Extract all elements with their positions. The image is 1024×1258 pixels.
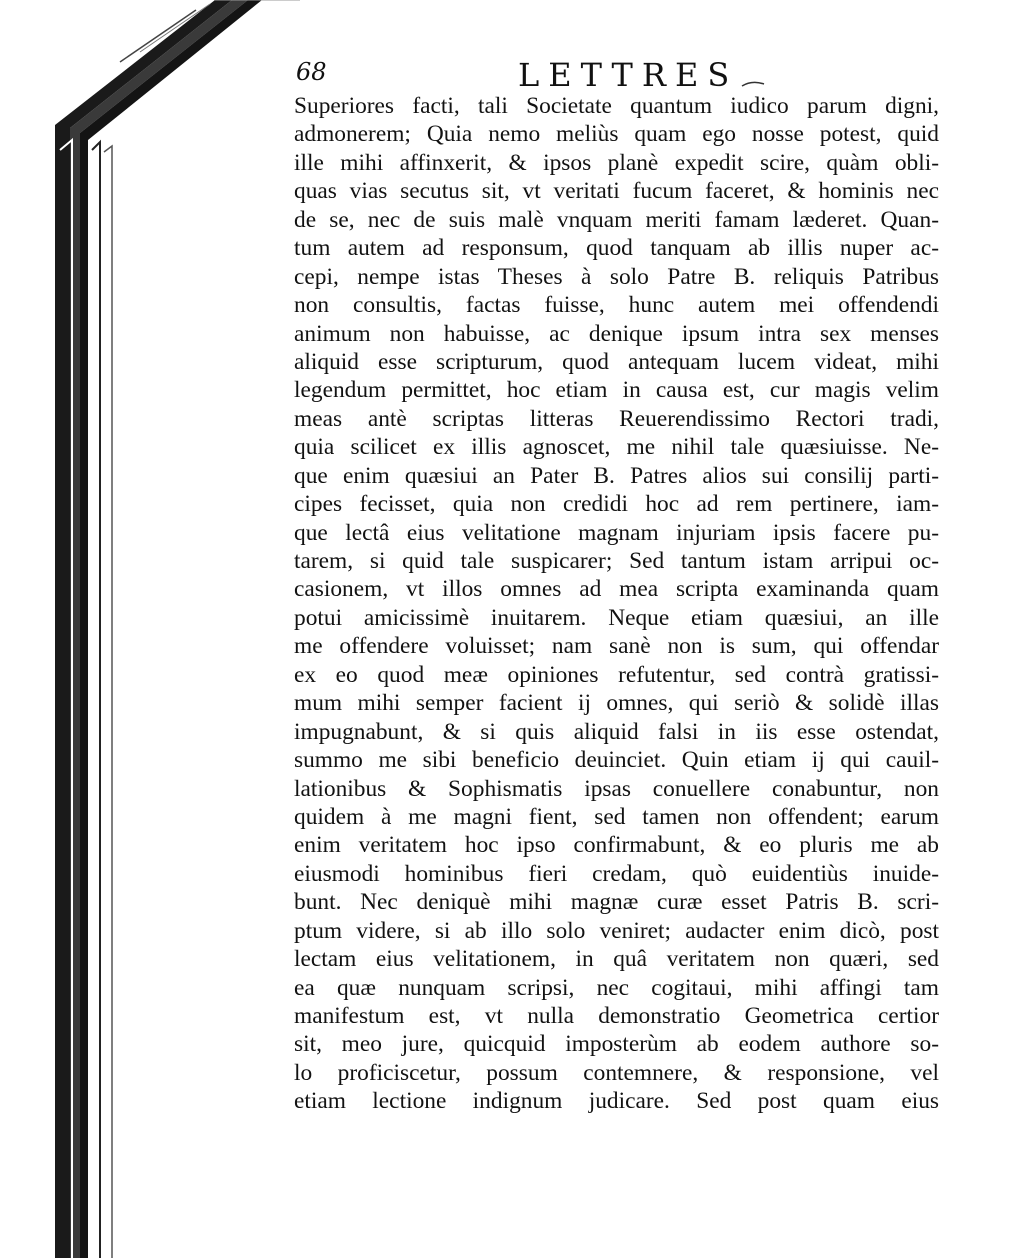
text-line: manifestum est, vt nulla demonstratio Geometrica certior	[294, 1003, 939, 1029]
text-line: tarem, si quid tale suspicarer; Sed tantum istam arripui oc-	[294, 548, 939, 574]
text-line: ptum videre, si ab illo solo veniret; audacter enim dicò, post	[294, 917, 939, 944]
text-line: de se, nec de suis malè vnquam meriti famam læderet. Quan-	[294, 206, 939, 233]
text-line: ea quæ nunquam scripsi, nec cogitaui, mihi affingi tam	[294, 974, 939, 1001]
text-line: tum autem ad responsum, quod tanquam ab illis nuper ac-	[294, 235, 939, 262]
text-line: animum non habuisse, ac denique ipsum intra sex menses	[294, 320, 939, 347]
text-line: non consultis, factas fuisse, hunc autem mei offendendi	[294, 292, 939, 319]
text-line: ex eo quod meæ opiniones refutentur, sed contrà gratissi-	[294, 661, 939, 688]
text-line: cepi, nempe istas Theses à solo Patre B. reliquis Patribus	[294, 263, 939, 290]
text-line: quia scilicet ex illis agnoscet, me nihil tale quæsiuisse. Ne-	[294, 434, 939, 461]
text-line: lo proficiscetur, possum contemnere, & responsione, vel	[294, 1059, 939, 1086]
text-line: admonerem; Quia nemo meliùs quam ego nosse potest, quid	[294, 121, 939, 148]
running-head: LETTRES	[518, 56, 739, 94]
text-line: me offendere voluisset; nam sanè non is sum, qui offendar	[294, 633, 939, 660]
text-line: bunt. Nec deniquè mihi magnæ curæ esset Patris B. scri-	[294, 889, 939, 916]
text-line: aliquid esse scripturum, quod antequam lucem videat, mihi	[294, 348, 939, 375]
page-header	[296, 56, 936, 96]
text-line: lectam eius velitationem, in quâ veritatem non quæri, sed	[294, 946, 939, 973]
text-body	[294, 92, 939, 1116]
text-line: enim veritatem hoc ipso confirmabunt, & eo pluris me ab	[294, 832, 939, 859]
text-line: meas antè scriptas litteras Reuerendissimo Rectori tradi,	[294, 405, 939, 432]
text-line: Superiores facti, tali Societate quantum iudico parum digni,	[294, 93, 939, 119]
text-line: que lectâ eius velitatione magnam injuriam ipsis facere pu-	[294, 519, 939, 546]
text-line: quidem à me magni fient, sed tamen non offendent; earum	[294, 803, 939, 830]
page-number: 68	[296, 58, 327, 86]
text-line: que enim quæsiui an Pater B. Patres alios sui consilij parti-	[294, 462, 939, 489]
text-line: cipes fecisset, quia non credidi hoc ad rem pertinere, iam-	[294, 491, 939, 518]
text-line: quas vias secutus sit, vt veritati fucum faceret, & hominis nec	[294, 178, 939, 205]
text-line: casionem, vt illos omnes ad mea scripta examinanda quam	[294, 576, 939, 603]
text-line: potui amicissimè inuitarem. Neque etiam quæsiui, an ille	[294, 604, 939, 631]
text-line: impugnabunt, & si quis aliquid falsi in iis esse ostendat,	[294, 718, 939, 745]
text-line: etiam lectione indignum judicare. Sed post quam eius	[294, 1088, 939, 1115]
text-line: eiusmodi hominibus fieri credam, quò euidentiùs inuide-	[294, 860, 939, 887]
text-line: summo me sibi beneficio deuinciet. Quin etiam ij qui cauil-	[294, 747, 939, 774]
text-line: sit, meo jure, quicquid imposterùm ab eodem authore so-	[294, 1031, 939, 1058]
text-line: legendum permittet, hoc etiam in causa est, cur magis velim	[294, 377, 939, 404]
text-line: ille mihi affinxerit, & ipsos planè expedit scire, quàm obli-	[294, 149, 939, 176]
text-line: lationibus & Sophismatis ipsas conuellere conabuntur, non	[294, 775, 939, 802]
text-line: mum mihi semper facient ij omnes, qui seriò & solidè illas	[294, 690, 939, 717]
